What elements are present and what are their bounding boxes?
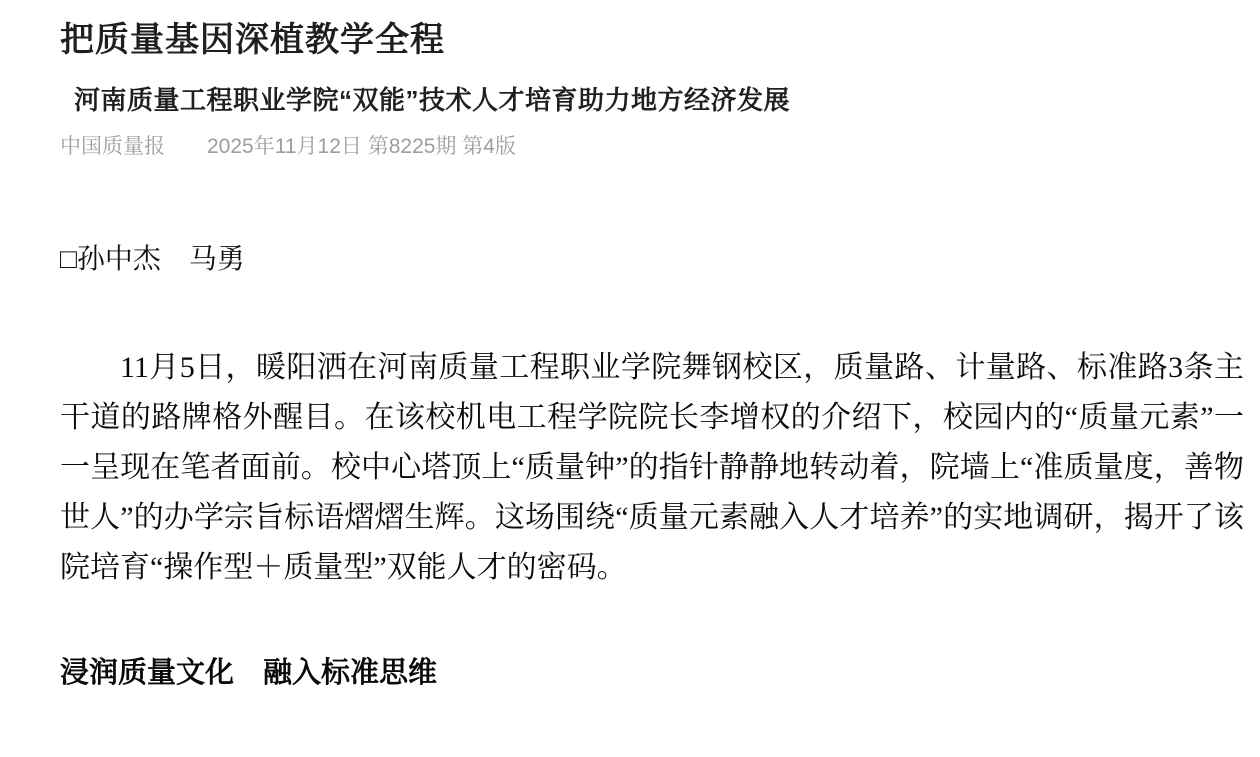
section-heading: 浸润质量文化 融入标准思维 — [60, 657, 438, 689]
article-body — [60, 343, 1244, 593]
byline: □孙中杰 马勇 — [60, 244, 245, 275]
publication-date: 2025年11月12日 第8225期 第4版 — [207, 135, 516, 158]
article-subtitle: 河南质量工程职业学院“双能”技术人才培育助力地方经济发展 — [74, 85, 791, 115]
article-title: 把质量基因深植教学全程 — [60, 21, 445, 59]
body-paragraph: 11月5日，暖阳洒在河南质量工程职业学院舞钢校区，质量路、计量路、标准路3条主干道的路牌格外醒目。在该校机电工程学院院长李增权的介绍下，校园内的“质量元素”一一呈现在笔者面前。校中心塔顶上“质量钟”的指针静静地转动着，院墙上“准质量度，善物世人”的办学宗旨标语熠熠生辉。这场围绕“质量元素融入人才培养”的实地调研，揭开了该院培育“操作型＋质量型”双能人才的密码。 — [60, 351, 1244, 584]
source-name: 中国质量报 — [60, 135, 165, 158]
article-meta — [60, 132, 1244, 162]
